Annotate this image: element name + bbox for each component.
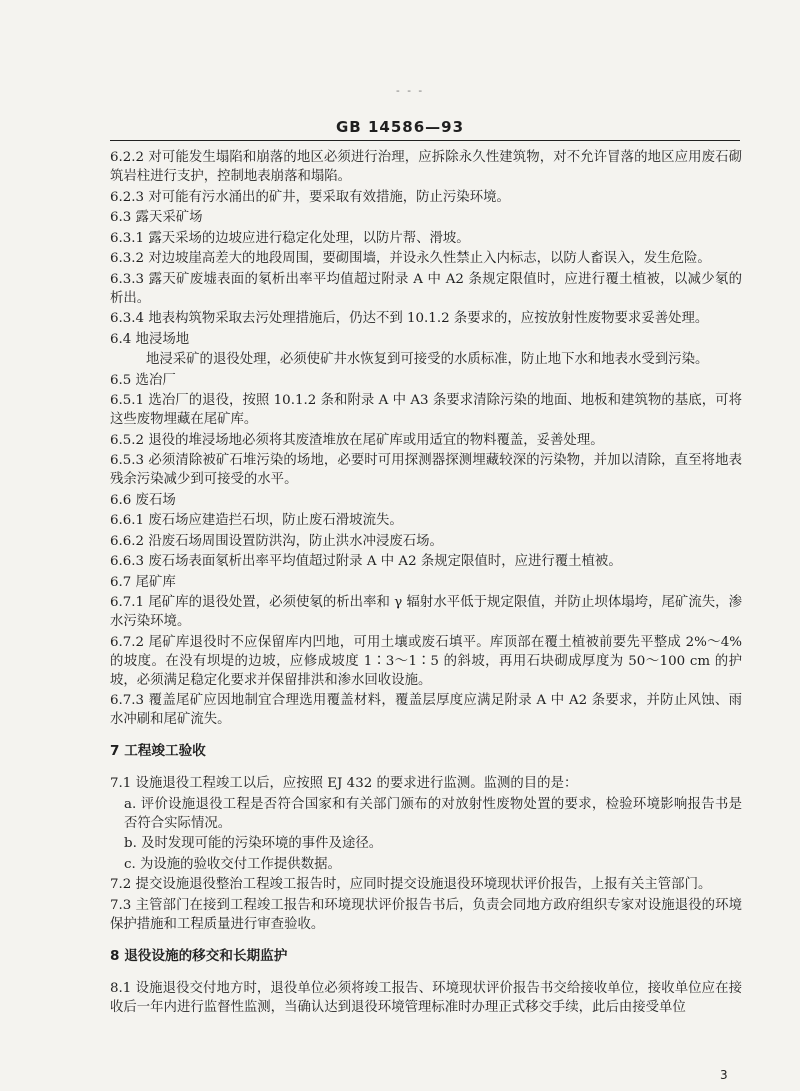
- clause-6-6-1: 6.6.1 废石场应建造拦石坝，防止废石滑坡流失。: [110, 513, 403, 528]
- document-body: [110, 148, 742, 1018]
- list-item-c: c. 为设施的验收交付工作提供数据。: [124, 856, 341, 872]
- section-6-4: 6.4 地浸场地: [110, 331, 190, 347]
- clause-6-7-2: 6.7.2 尾矿库退役时不应保留库内凹地，可用土壤或废石填平。库顶部在覆土植被前要先平整成 2%～4% 的坡度。在没有坝堤的边坡，应修成坡度 1∶3～1∶5 的斜坡，再用石块砌成厚度为 50～100 cm 的护坡，必须满足稳定化要求并保留排洪和渗水回收设施。: [110, 634, 742, 688]
- clause-7-2: 7.2 提交设施退役整治工程竣工报告时，应同时提交设施退役环境现状评价报告，上报有关主管部门。: [110, 877, 712, 892]
- section-6-6: 6.6 废石场: [110, 492, 176, 508]
- clause-8-1: 8.1 设施退役交付地方时，退役单位必须将竣工报告、环境现状评价报告书交给接收单位，接收单位应在接收后一年内进行监督性监测，当确认达到退役环境管理标准时办理正式移交手续，此后由接受单位: [110, 980, 742, 1015]
- clause-6-3-2: 6.3.2 对边坡崖高差大的地段周围，要砌围墙，并设永久性禁止入内标志，以防人畜误入，发生危险。: [110, 251, 711, 266]
- heading-section-7: 7 工程竣工验收: [110, 743, 206, 759]
- top-mark: - - -: [396, 84, 425, 97]
- list-item-a: a. 评价设施退役工程是否符合国家和有关部门颁布的对放射性废物处置的要求，检验环境影响报告书是否符合实际情况。: [124, 796, 742, 831]
- clause-6-7-1: 6.7.1 尾矿库的退役处置，必须使氡的析出率和 γ 辐射水平低于规定限值，并防止坝体塌垮，尾矿流失，渗水污染环境。: [110, 595, 742, 629]
- clause-6-2-3: 6.2.3 对可能有污水涌出的矿井，要采取有效措施，防止污染环境。: [110, 189, 510, 205]
- section-6-5: 6.5 选冶厂: [110, 372, 176, 388]
- clause-6-3-1: 6.3.1 露天采场的边坡应进行稳定化处理，以防片帮、滑坡。: [110, 230, 470, 246]
- section-6-7: 6.7 尾矿库: [110, 574, 176, 590]
- clause-6-7-3: 6.7.3 覆盖尾矿应因地制宜合理选用覆盖材料，覆盖层厚度应满足附录 A 中 A2 条要求，并防止风蚀、雨水冲刷和尾矿流失。: [110, 693, 742, 727]
- clause-6-6-2: 6.6.2 沿废石场周围设置防洪沟，防止洪水冲浸废石场。: [110, 533, 443, 549]
- clause-6-5-2: 6.5.2 退役的堆浸场地必须将其废渣堆放在尾矿库或用适宜的物料覆盖，妥善处理。: [110, 432, 604, 448]
- header-rule: [110, 140, 740, 141]
- clause-6-5-1: 6.5.1 选冶厂的退役，按照 10.1.2 条和附录 A 中 A3 条要求清除污染的地面、地板和建筑物的基底，可将这些废物埋藏在尾矿库。: [110, 393, 742, 427]
- clause-6-3-4: 6.3.4 地表构筑物采取去污处理措施后，仍达不到 10.1.2 条要求的，应按放射性废物要求妥善处理。: [110, 311, 709, 326]
- section-6-3: 6.3 露天采矿场: [110, 210, 203, 225]
- list-item-b: b. 及时发现可能的污染环境的事件及途径。: [124, 836, 383, 851]
- clause-6-3-3: 6.3.3 露天矿废墟表面的氡析出率平均值超过附录 A 中 A2 条规定限值时，应进行覆土植被，以减少氡的析出。: [110, 271, 742, 306]
- clause-7-3: 7.3 主管部门在接到工程竣工报告和环境现状评价报告书后，负责会同地方政府组织专家对设施退役的环境保护措施和工程质量进行审查验收。: [110, 897, 742, 932]
- standard-header: GB 14586—93: [335, 118, 465, 136]
- page-number: 3: [720, 1068, 728, 1082]
- heading-section-8: 8 退役设施的移交和长期监护: [110, 947, 288, 964]
- clause-6-5-3: 6.5.3 必须清除被矿石堆污染的场地，必要时可用探测器探测埋藏较深的污染物，并加以清除，直至将地表残余污染减少到可接受的水平。: [110, 453, 742, 487]
- clause-6-2-2: 6.2.2 对可能发生塌陷和崩落的地区必须进行治理，应拆除永久性建筑物，对不允许冒落的地区应用废石砌筑岩柱进行支护，控制地表崩落和塌陷。: [110, 150, 742, 184]
- clause-6-6-3: 6.6.3 废石场表面氡析出率平均值超过附录 A 中 A2 条规定限值时，应进行覆土植被。: [110, 554, 622, 569]
- paragraph-6-4: 地浸采矿的退役处理，必须使矿井水恢复到可接受的水质标准，防止地下水和地表水受到污染。: [146, 352, 709, 367]
- clause-7-1: 7.1 设施退役工程竣工以后，应按照 EJ 432 的要求进行监测。监测的目的是：: [110, 776, 578, 791]
